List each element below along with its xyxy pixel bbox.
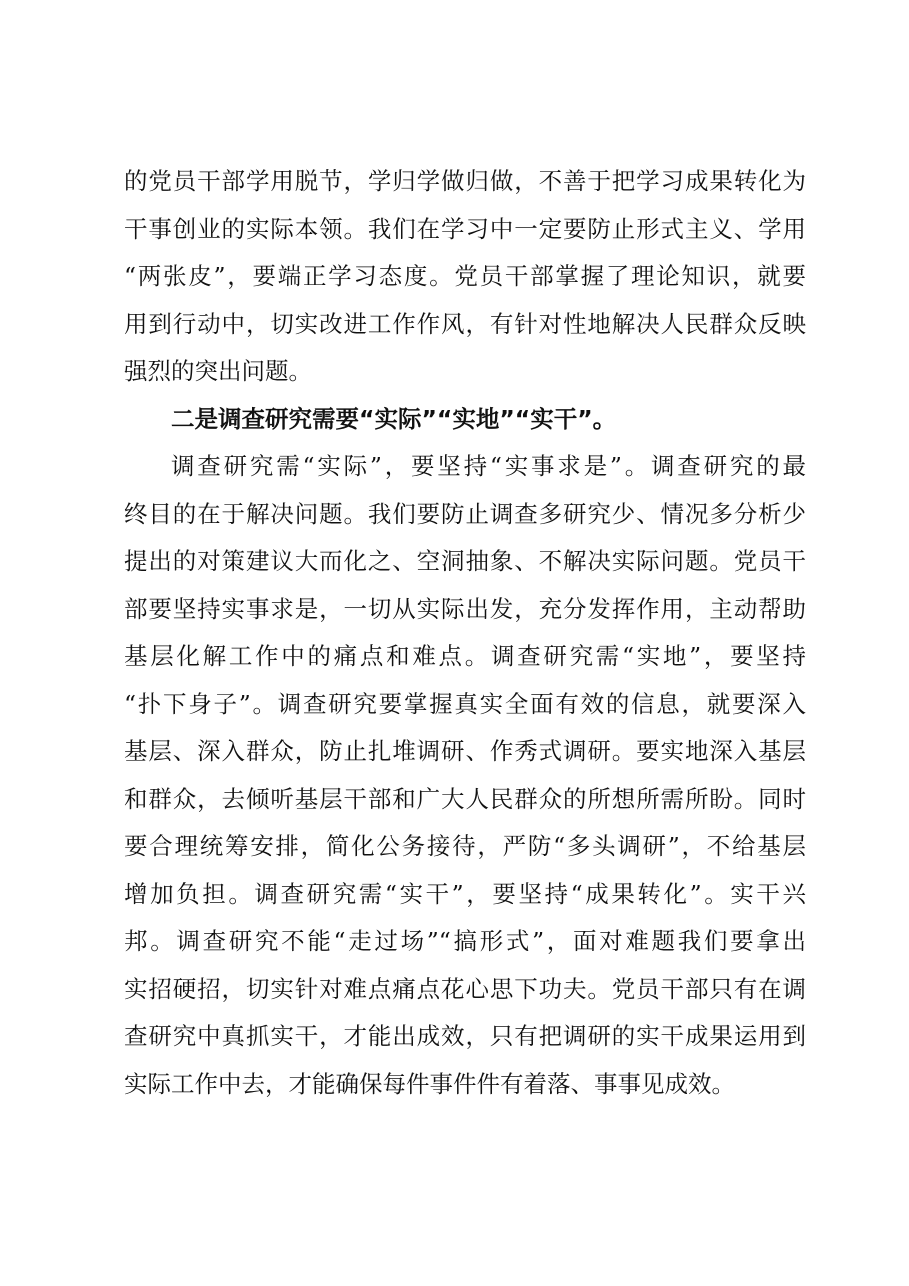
text-line: 用到行动中，切实改进工作作风，有针对性地解决人民群众反映	[124, 309, 806, 338]
text-line: 基层、深入群众，防止扎堆调研、作秀式调研。要实地深入基层	[124, 737, 806, 765]
text-line: 终目的在于解决问题。我们要防止调查多研究少、情况多分析少	[124, 499, 806, 528]
text-line: “扑下身子”。调查研究要掌握真实全面有效的信息，就要深入	[124, 689, 806, 718]
text-line: 和群众，去倾听基层干部和广大人民群众的所想所需所盼。同时	[124, 784, 806, 813]
text-line: 干事创业的实际本领。我们在学习中一定要防止形式主义、学用	[124, 214, 806, 243]
section-heading: 二是调查研究需要“实际”“实地”“实干”。	[171, 404, 617, 433]
text-line: 基层化解工作中的痛点和难点。调查研究需“实地”，要坚持	[124, 642, 806, 670]
text-line: 调查研究需“实际”，要坚持“实事求是”。调查研究的最	[171, 452, 806, 480]
text-line: 增加负担。调查研究需“实干”，要坚持“成果转化”。实干兴	[124, 879, 806, 908]
text-line: 实招硬招，切实针对难点痛点花心思下功夫。党员干部只有在调	[124, 974, 806, 1003]
text-line: 实际工作中去，才能确保每件事件件有着落、事事见成效。	[124, 1069, 735, 1098]
text-line: “两张皮”，要端正学习态度。党员干部掌握了理论知识，就要	[124, 262, 806, 290]
text-line: 要合理统筹安排，简化公务接待，严防“多头调研”，不给基层	[124, 832, 806, 860]
text-line: 强烈的突出问题。	[124, 357, 312, 385]
text-line: 的党员干部学用脱节，学归学做归做，不善于把学习成果转化为	[124, 167, 806, 195]
text-line: 查研究中真抓实干，才能出成效，只有把调研的实干成果运用到	[124, 1022, 806, 1050]
body-text	[124, 158, 806, 1108]
text-line: 提出的对策建议大而化之、空洞抽象、不解决实际问题。党员干	[124, 547, 806, 575]
text-line: 邦。调查研究不能“走过场”“搞形式”，面对难题我们要拿出	[124, 927, 806, 955]
text-line: 部要坚持实事求是，一切从实际出发，充分发挥作用，主动帮助	[124, 594, 806, 623]
